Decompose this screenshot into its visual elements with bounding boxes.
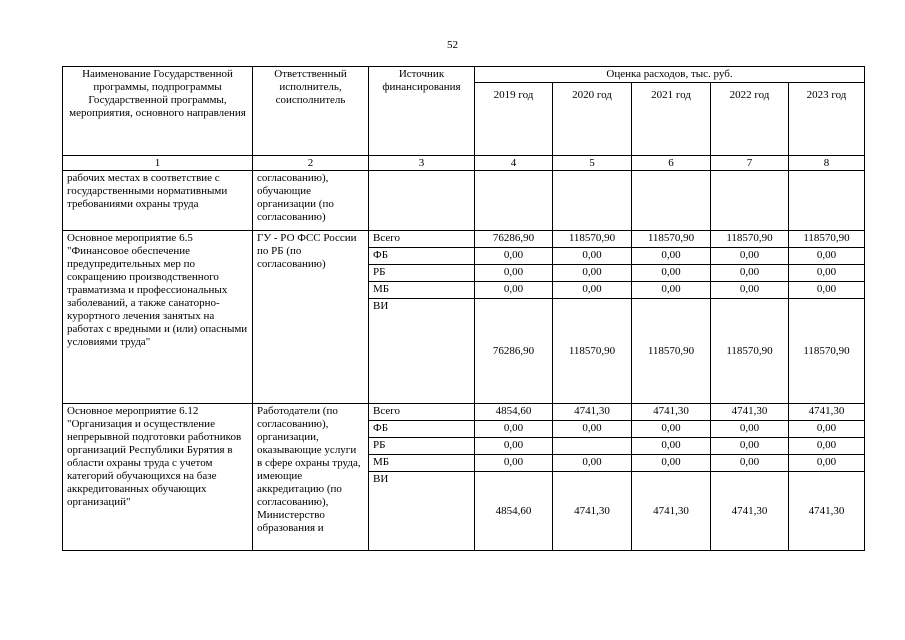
value-cell: 0,00: [711, 455, 789, 472]
value-cell: 0,00: [711, 421, 789, 438]
value-cell: 0,00: [553, 282, 632, 299]
value-cell: 0,00: [632, 282, 711, 299]
header-expense-estimate: Оценка расходов, тыс. руб.: [475, 67, 865, 83]
value-cell: 0,00: [711, 265, 789, 282]
value-cell: 0,00: [789, 282, 865, 299]
funding-source: ВИ: [369, 472, 475, 551]
funding-source: ФБ: [369, 248, 475, 265]
value-cell: 0,00: [789, 265, 865, 282]
value-cell: 4854,60: [475, 404, 553, 421]
value-cell: 0,00: [553, 455, 632, 472]
column-number: 6: [632, 156, 711, 171]
measure-name: Основное мероприятие 6.5 "Финансовое обеспечение предупредительных мер по сокращению производственного травматизма и профессиональных заболеваний, а также санаторно-курортного лечения занятых на работах с вредными и (или) опасными условиями труда": [63, 231, 253, 404]
value-cell: 118570,90: [711, 299, 789, 404]
header-year-2020: 2020 год: [553, 83, 632, 156]
value-cell: 4741,30: [789, 472, 865, 551]
value-cell: 0,00: [789, 438, 865, 455]
funding-source: МБ: [369, 455, 475, 472]
value-cell: 0,00: [789, 421, 865, 438]
value-cell: 0,00: [475, 265, 553, 282]
measure-executor: ГУ - РО ФСС России по РБ (по согласованию): [253, 231, 369, 404]
funding-source: Всего: [369, 404, 475, 421]
value-cell: 0,00: [553, 248, 632, 265]
value-cell: 0,00: [475, 455, 553, 472]
header-year-2019: 2019 год: [475, 83, 553, 156]
column-number: 1: [63, 156, 253, 171]
budget-table: [62, 66, 865, 551]
value-cell: 0,00: [632, 421, 711, 438]
value-cell: 118570,90: [553, 231, 632, 248]
column-number: 3: [369, 156, 475, 171]
value-cell: 0,00: [475, 282, 553, 299]
value-cell: [553, 438, 632, 455]
value-cell: 118570,90: [711, 231, 789, 248]
value-cell: 4741,30: [553, 404, 632, 421]
measure-executor: Работодатели (по согласованию), организации, оказывающие услуги в сфере охраны труда, имеющие аккредитацию (по согласованию), Министерство образования и: [253, 404, 369, 551]
value-cell: 0,00: [711, 282, 789, 299]
value-cell: 76286,90: [475, 231, 553, 248]
value-cell: 118570,90: [789, 299, 865, 404]
value-cell: 76286,90: [475, 299, 553, 404]
funding-source: РБ: [369, 265, 475, 282]
value-cell: 0,00: [789, 248, 865, 265]
continuation-row: [63, 171, 865, 231]
value-cell: 0,00: [553, 265, 632, 282]
column-number: 7: [711, 156, 789, 171]
funding-source: МБ: [369, 282, 475, 299]
value-cell: 0,00: [475, 248, 553, 265]
table-row: [63, 231, 865, 248]
funding-source: ВИ: [369, 299, 475, 404]
funding-source: РБ: [369, 438, 475, 455]
column-number: 2: [253, 156, 369, 171]
funding-source: ФБ: [369, 421, 475, 438]
header-year-2022: 2022 год: [711, 83, 789, 156]
header-year-2021: 2021 год: [632, 83, 711, 156]
value-cell: 118570,90: [553, 299, 632, 404]
column-number: 8: [789, 156, 865, 171]
continuation-name: рабочих местах в соответствие с государственными нормативными требованиями охраны труда: [63, 171, 253, 231]
header-row-1: [63, 67, 865, 83]
value-cell: 0,00: [632, 265, 711, 282]
value-cell: 0,00: [475, 438, 553, 455]
value-cell: 118570,90: [632, 299, 711, 404]
value-cell: 0,00: [711, 438, 789, 455]
column-number-row: [63, 156, 865, 171]
value-cell: 0,00: [553, 421, 632, 438]
value-cell: 4741,30: [711, 404, 789, 421]
header-year-2023: 2023 год: [789, 83, 865, 156]
value-cell: 0,00: [475, 421, 553, 438]
value-cell: 0,00: [711, 248, 789, 265]
value-cell: 118570,90: [789, 231, 865, 248]
header-funding-source: Источник финансирования: [369, 67, 475, 156]
continuation-executor: согласованию), обучающие организации (по согласованию): [253, 171, 369, 231]
value-cell: 0,00: [632, 248, 711, 265]
funding-source: Всего: [369, 231, 475, 248]
column-number: 5: [553, 156, 632, 171]
value-cell: 0,00: [789, 455, 865, 472]
value-cell: 4741,30: [632, 472, 711, 551]
value-cell: 4854,60: [475, 472, 553, 551]
value-cell: 118570,90: [632, 231, 711, 248]
header-program-name: Наименование Государственной программы, подпрограммы Государственной программы, мероприятия, основного направления: [63, 67, 253, 156]
column-number: 4: [475, 156, 553, 171]
value-cell: 4741,30: [632, 404, 711, 421]
value-cell: 4741,30: [711, 472, 789, 551]
measure-name: Основное мероприятие 6.12 "Организация и осуществление непрерывной подготовки работников организаций Республики Бурятия в области охраны труда с учетом категорий обучающихся на базе аккредитованных обучающих организаций": [63, 404, 253, 551]
value-cell: 4741,30: [789, 404, 865, 421]
page-number: 52: [447, 39, 458, 51]
table-row: [63, 404, 865, 421]
value-cell: 4741,30: [553, 472, 632, 551]
header-executor: Ответственный исполнитель, соисполнитель: [253, 67, 369, 156]
value-cell: 0,00: [632, 438, 711, 455]
value-cell: 0,00: [632, 455, 711, 472]
